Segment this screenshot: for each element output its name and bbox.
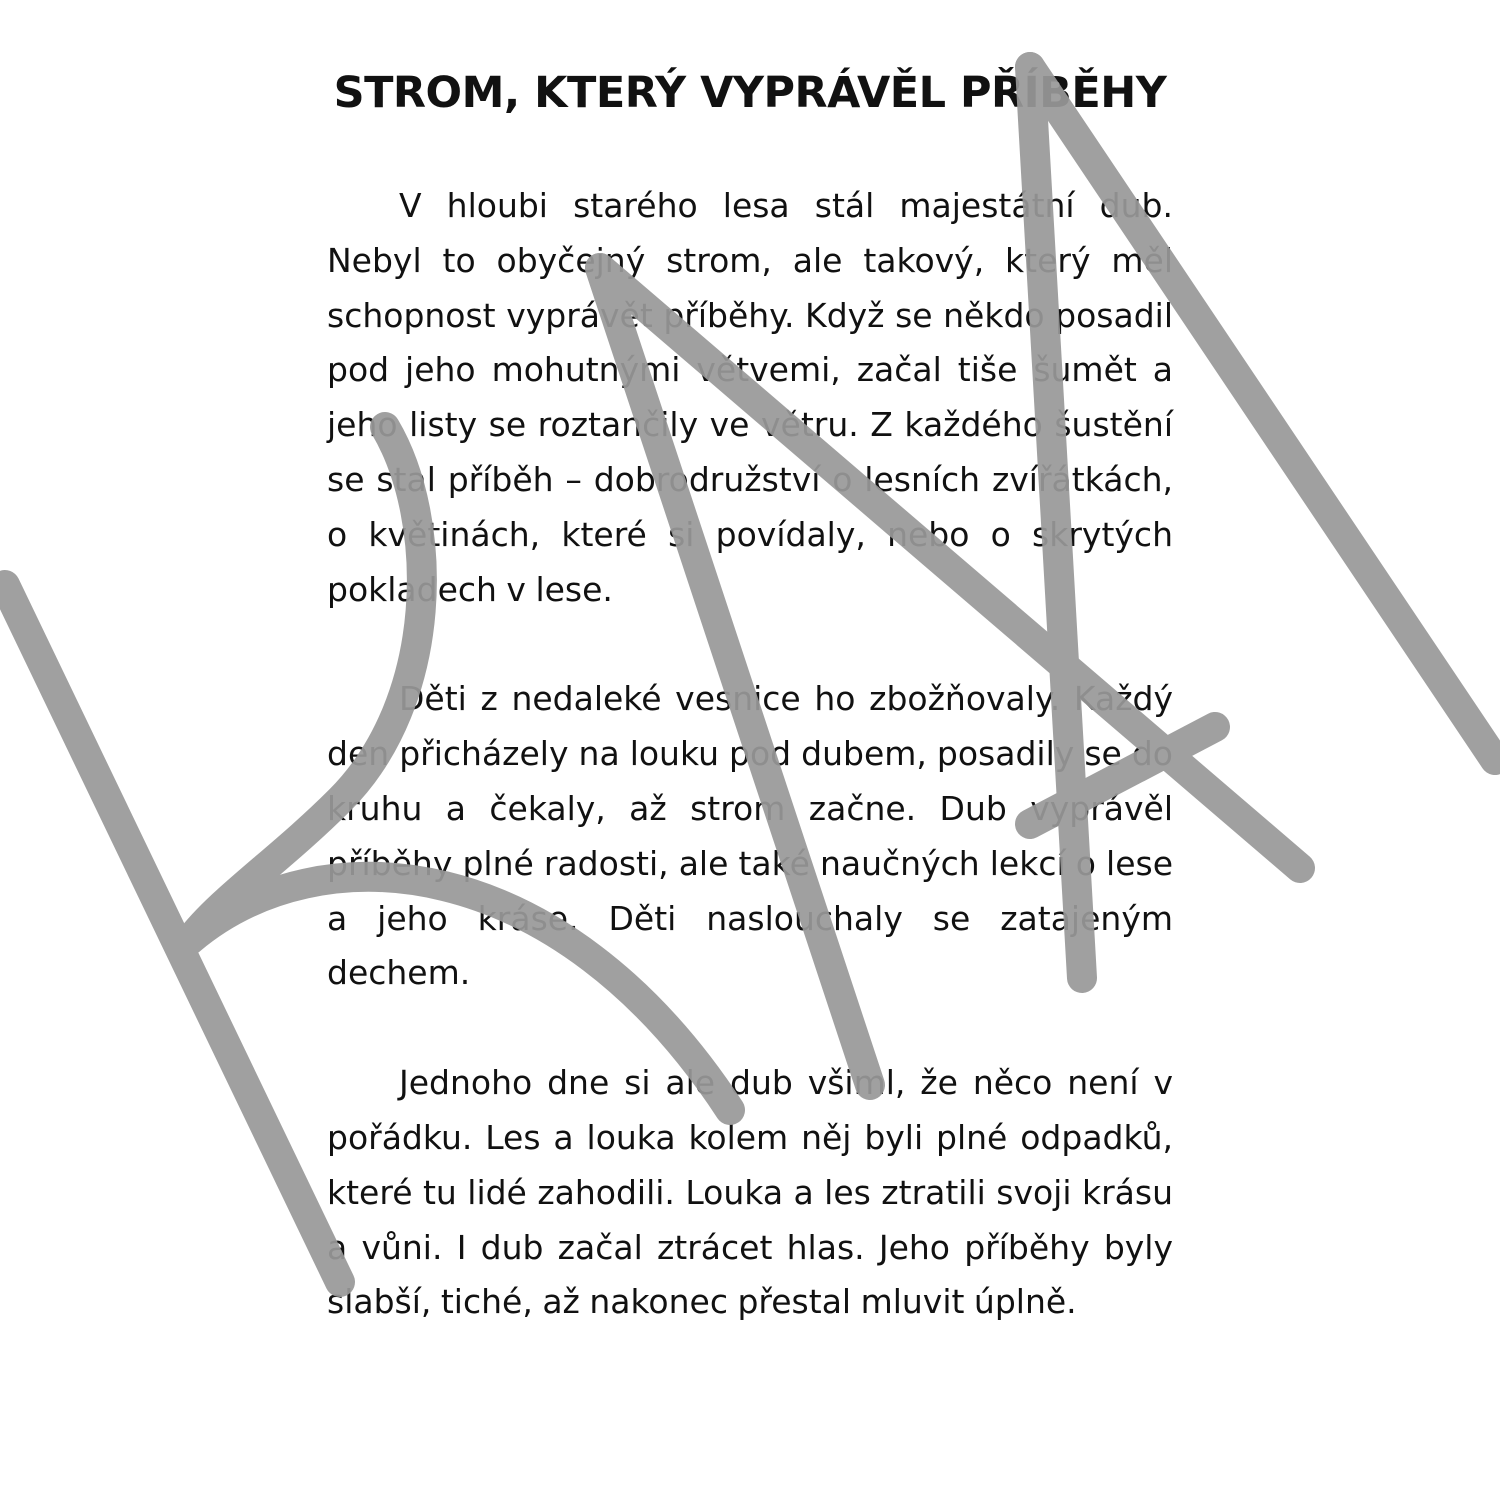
paragraph-1: V hloubi starého lesa stál majestátní dub. Nebyl to obyčejný strom, ale takový, který měl schopnost vyprávět příběhy. Když se někdo posadil pod jeho mohutnými větvemi, začal tiše šumět a jeho listy se roztančily ve větru. Z každého šustění se stal příběh – dobrodružství o lesních zvířátkách, o květinách, které si povídaly, nebo o skrytých pokladech v lese.: [327, 186, 1173, 609]
scribble-stroke-left-diagonal: [5, 585, 340, 1282]
paragraph-3: Jednoho dne si ale dub všiml, že něco není v pořádku. Les a louka kolem něj byli plné odpadků, které tu lidé zahodili. Louka a les ztratili svoji krásu a vůni. I dub začal ztrácet hlas. Jeho příběhy byly slabší, tiché, až nakonec přestal mluvit úplně.: [327, 1063, 1173, 1322]
document-title: STROM, KTERÝ VYPRÁVĚL PŘÍBĚHY: [333, 68, 1167, 118]
paragraph-2: Děti z nedaleké vesnice ho zbožňovaly. Každý den přicházely na louku pod dubem, posadily se do kruhu a čekaly, až strom začne. Dub vyprávěl příběhy plné radosti, ale také naučných lekcí o lese a jeho kráse. Děti naslouchaly se zatajeným dechem.: [327, 679, 1173, 993]
document-body: [327, 62, 1173, 1330]
